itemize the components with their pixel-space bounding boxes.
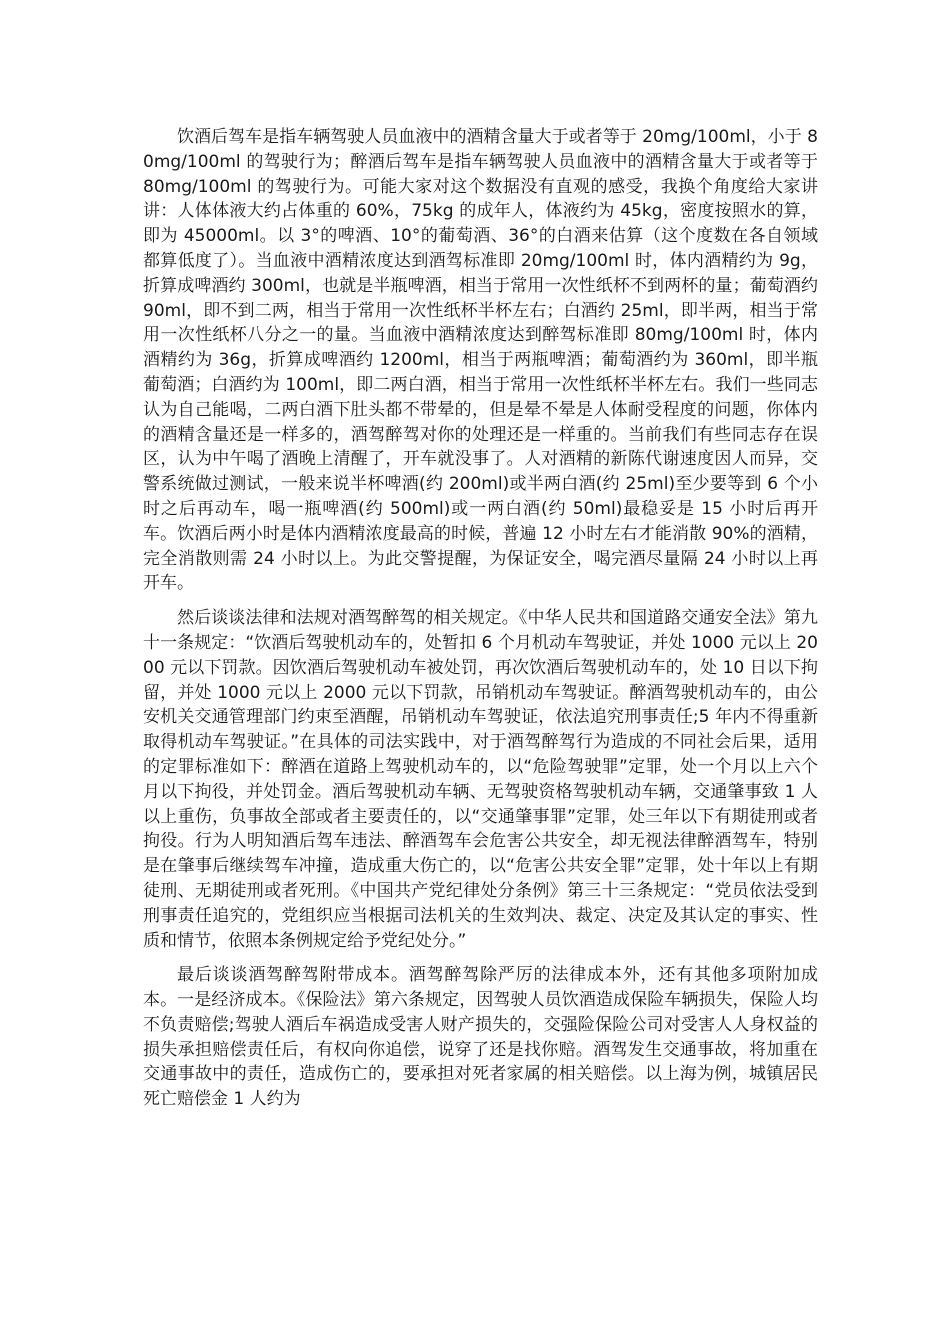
document-body — [143, 125, 818, 1112]
paragraph-additional-costs: 最后谈谈酒驾醉驾附带成本。酒驾醉驾除严厉的法律成本外，还有其他多项附加成本。一是经济成本。《保险法》第六条规定，因驾驶人员饮酒造成保险车辆损失，保险人均不负责赔偿;驾驶人酒后车祸造成受害人财产损失的，交强险保险公司对受害人人身权益的损失承担赔偿责任后，有权向你追偿，说穿了还是找你赔。酒驾发生交通事故，将加重在交通事故中的责任，造成伤亡的，要承担对死者家属的相关赔偿。以上海为例，城镇居民死亡赔偿金 1 人约为 — [143, 965, 818, 1110]
paragraph-legal-provisions: 然后谈谈法律和法规对酒驾醉驾的相关规定。《中华人民共和国道路交通安全法》第九十一条规定：“饮酒后驾驶机动车的，处暂扣 6 个月机动车驾驶证，并处 1000 元以上 2000 元以下罚款。因饮酒后驾驶机动车被处罚，再次饮酒后驾驶机动车的，处 10 日以下拘留，并处 1000 元以上 2000 元以下罚款，吊销机动车驾驶证。醉酒驾驶机动车的，由公安机关交通管理部门约束至酒醒，吊销机动车驾驶证，依法追究刑事责任;5 年内不得重新取得机动车驾驶证。”在具体的司法实践中，对于酒驾醉驾行为造成的不同社会后果，适用的定罪标准如下：醉酒在道路上驾驶机动车的，以“危险驾驶罪”定罪，处一个月以上六个月以下拘役，并处罚金。酒后驾驶机动车辆、无驾驶资格驾驶机动车辆，交通肇事致 1 人以上重伤，负事故全部或者主要责任的，以“交通肇事罪”定罪，处三年以下有期徒刑或者拘役。行为人明知酒后驾车违法、醉酒驾车会危害公共安全，却无视法律醉酒驾车，特别是在肇事后继续驾车冲撞，造成重大伤亡的，以“危害公共安全罪”定罪，处十年以上有期徒刑、无期徒刑或者死刑。《中国共产党纪律处分条例》第三十三条规定：“党员依法受到刑事责任追究的，党组织应当根据司法机关的生效判决、裁定、决定及其认定的事实、性质和情节，依照本条例规定给予党纪处分。” — [143, 608, 818, 951]
paragraph-drink-driving-definition: 饮酒后驾车是指车辆驾驶人员血液中的酒精含量大于或者等于 20mg/100ml，小于 80mg/100ml 的驾驶行为；醉酒后驾车是指车辆驾驶人员血液中的酒精含量大于或者等于 80mg/100ml 的驾驶行为。可能大家对这个数据没有直观的感受，我换个角度给大家讲讲：人体体液大约占体重的 60%，75kg 的成年人，体液约为 45kg，密度按照水的算，即为 45000ml。以 3°的啤酒、10°的葡萄酒、36°的白酒来估算（这个度数在各自领域都算低度了）。当血液中酒精浓度达到酒驾标准即 20mg/100ml 时，体内酒精约为 9g，折算成啤酒约 300ml，也就是半瓶啤酒，相当于常用一次性纸杯不到两杯的量；葡萄酒约 90ml，即不到二两，相当于常用一次性纸杯半杯左右；白酒约 25ml，即半两，相当于常用一次性纸杯八分之一的量。当血液中酒精浓度达到醉驾标准即 80mg/100ml 时，体内酒精约为 36g，折算成啤酒约 1200ml，相当于两瓶啤酒；葡萄酒约为 360ml，即半瓶葡萄酒；白酒约为 100ml，即二两白酒，相当于常用一次性纸杯半杯左右。我们一些同志认为自己能喝，二两白酒下肚头都不带晕的，但是晕不晕是人体耐受程度的问题，你体内的酒精含量还是一样多的，酒驾醉驾对你的处理还是一样重的。当前我们有些同志存在误区，认为中午喝了酒晚上清醒了，开车就没事了。人对酒精的新陈代谢速度因人而异，交警系统做过测试，一般来说半杯啤酒(约 200ml)或半两白酒(约 25ml)至少要等到 6 个小时之后再动车，喝一瓶啤酒(约 500ml)或一两白酒(约 50ml)最稳妥是 15 小时后再开车。饮酒后两小时是体内酒精浓度最高的时候，普遍 12 小时左右才能消散 90%的酒精，完全消散则需 24 小时以上。为此交警提醒，为保证安全，喝完酒尽量隔 24 小时以上再开车。 — [143, 127, 818, 594]
